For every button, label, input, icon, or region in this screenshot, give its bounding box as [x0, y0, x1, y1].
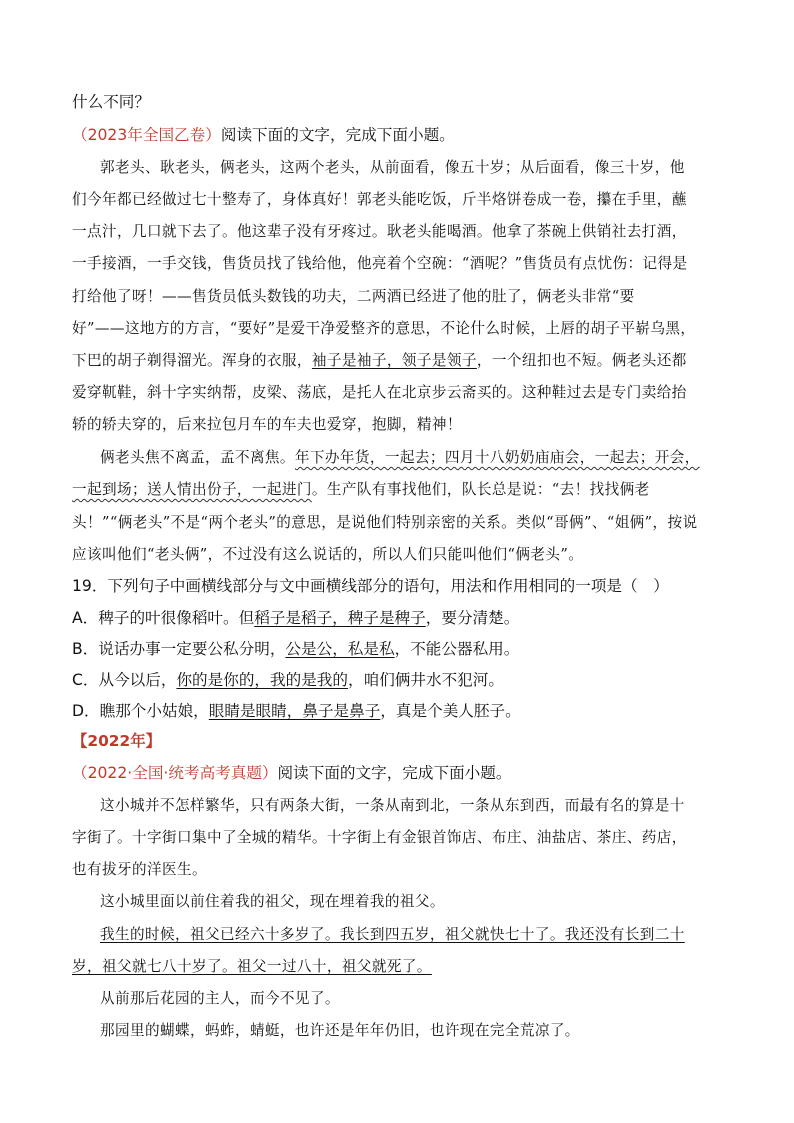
- question-19-stem: 19．下列句子中画横线部分与文中画横线部分的语句，用法和作用相同的一项是（ ）: [72, 577, 669, 595]
- passage-line: 应该叫他们“老头俩”，不过没有这么说话的，所以人们只能叫他们“俩老头”。: [72, 546, 584, 563]
- passage-line: 打给他了呀！——售货员低头数钱的功夫，二两酒已经进了他的肚了，俩老头非常“要: [72, 288, 635, 305]
- passage-line: 郭老头、耿老头，俩老头，这两个老头，从前面看，像五十岁；从后面看，像三十岁，他: [100, 159, 685, 176]
- passage-line: 从前那后花园的主人，而今不见了。: [100, 990, 340, 1007]
- passage-line: 那园里的蝴蝶，蚂蚱，蜻蜓，也许还是年年仍旧，也许现在完全荒凉了。: [100, 1022, 580, 1039]
- option-text: ，不能公器私用。: [394, 640, 520, 658]
- option-text: A．稗子的叶很像稻叶。但: [72, 609, 255, 627]
- wavy-underlined-phrase: 年下办年货，一起去；四月十八奶奶庙庙会，一起去；开会，: [294, 449, 700, 466]
- text-span: ，一个纽扣也不短。俩老头还都: [476, 352, 687, 369]
- passage-line: 也有拔牙的洋医生。: [72, 861, 207, 878]
- instruction-text: 阅读下面的文字，完成下面小题。: [220, 126, 455, 144]
- option-b[interactable]: [72, 639, 519, 659]
- passage-line: 一点汁，几口就下去了。他这辈子没有牙疼过。耿老头能喝酒。他拿了茶碗上供销社去打酒，: [72, 223, 687, 240]
- text-span: 俩老头焦不离孟，孟不离焦。: [100, 449, 295, 466]
- text-span: 。生产队有事找他们，队长总是说：“去！找找俩老: [311, 481, 650, 498]
- passage-line: [72, 480, 650, 500]
- text-span: 下巴的胡子剃得溜光。浑身的衣服，: [72, 352, 312, 369]
- passage-line: [72, 957, 432, 977]
- underlined-phrase: 袖子是袖子，领子是领子: [311, 352, 477, 369]
- passage-line: 这小城并不怎样繁华，只有两条大街，一条从南到北，一条从东到西，而最有名的算是十: [100, 797, 685, 814]
- passage-line: 们今年都已经做过七十整寿了，身体真好！郭老头能吃饭，斤半烙饼卷成一卷，攥在手里，蘸: [72, 191, 687, 208]
- option-text: ，要分清楚。: [425, 609, 520, 627]
- question-header-2022: [72, 763, 511, 783]
- question-header-2023: [72, 125, 455, 145]
- passage-line: [100, 448, 700, 468]
- option-underlined: 眼睛是眼睛，鼻子是鼻子: [208, 702, 381, 720]
- option-text: D．瞧那个小姑娘，: [72, 702, 209, 720]
- passage-line: 这小城里面以前住着我的祖父，现在埋着我的祖父。: [100, 893, 445, 910]
- underlined-sentence: 岁，祖父就七八十岁了。祖父一过八十，祖父就死了。: [72, 958, 432, 975]
- option-underlined: 你的是你的，我的是我的: [176, 671, 348, 689]
- exam-source: （2022·全国·统考高考真题）: [72, 764, 278, 782]
- passage-line: 爱穿靰鞋，斜十字实纳帮，皮梁、荡底，是托人在北京步云斋买的。这种鞋过去是专门卖给抬: [72, 384, 687, 401]
- instruction-text: 阅读下面的文字，完成下面小题。: [277, 764, 512, 782]
- exam-source: （2023年全国乙卷）: [72, 126, 221, 144]
- wavy-underlined-phrase: 一起到场；送人情出份子，一起进门: [72, 481, 312, 498]
- option-d[interactable]: [72, 701, 521, 721]
- continued-question-text: 什么不同？: [72, 93, 150, 111]
- passage-line: [100, 925, 685, 945]
- passage-line: 字街了。十字街口集中了全城的精华。十字街上有金银首饰店、布庄、油盐店、茶庄、药店，: [72, 829, 687, 846]
- option-text: ，咱们俩井水不犯河。: [348, 671, 504, 689]
- option-c[interactable]: [72, 670, 504, 690]
- passage-line: 头！”“俩老头”不是“两个老头”的意思，是说他们特别亲密的关系。类似“哥俩”、“姐俩”，按说: [72, 514, 698, 531]
- passage-line: 一手接酒，一手交钱，售货员找了钱给他，他亮着个空碗：“酒呢？”售货员有点忧伤：记得是: [72, 255, 688, 272]
- option-underlined: 公是公，私是私: [285, 640, 395, 658]
- option-text: C．从今以后，: [72, 671, 177, 689]
- option-text: B．说话办事一定要公私分明，: [72, 640, 286, 658]
- underlined-sentence: 我生的时候，祖父已经六十多岁了。我长到四五岁，祖父就快七十了。我还没有长到二十: [100, 926, 685, 943]
- option-a[interactable]: [72, 608, 519, 628]
- option-text: ，真是个美人胚子。: [380, 702, 521, 720]
- passage-line: [72, 351, 687, 371]
- passage-line: 轿的轿夫穿的，后来拉包月车的车夫也爱穿，抱脚，精神！: [72, 416, 462, 433]
- section-heading-2022: 【2022年】: [72, 732, 162, 750]
- passage-line: 好”——这地方的方言，“要好”是爱干净爱整齐的意思，不论什么时候，上唇的胡子平崭乌黑，: [72, 320, 696, 337]
- option-underlined: 稻子是稻子，稗子是稗子: [254, 609, 426, 627]
